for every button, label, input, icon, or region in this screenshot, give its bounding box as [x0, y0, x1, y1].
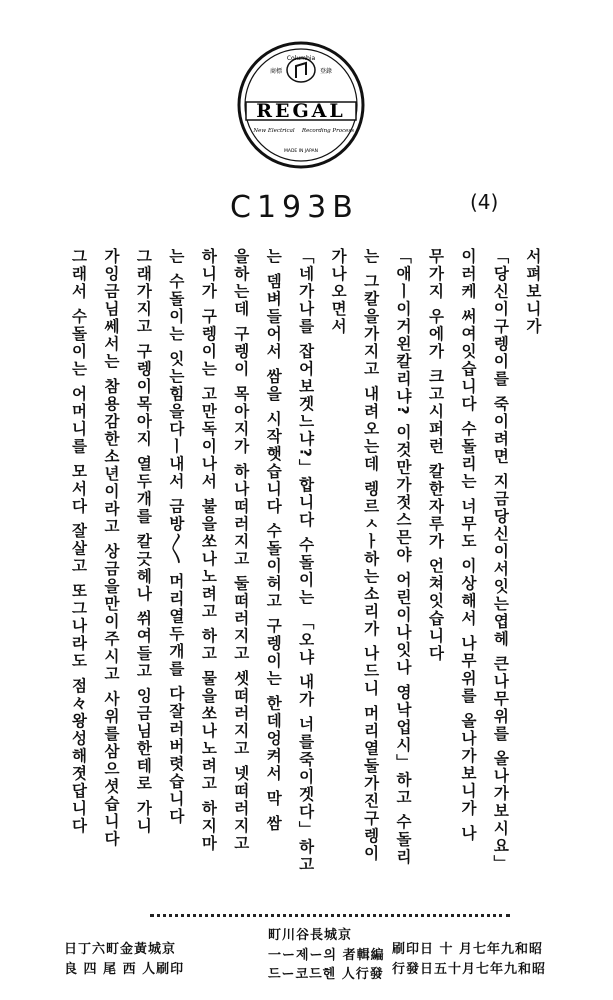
colophon-line: 一ー제ー의 者輯編: [268, 947, 385, 963]
svg-text:登錄: 登錄: [319, 68, 333, 75]
text-column: 「당신이구렝이를 죽이려면 지금당신이서잇는엽헤 큰나무위를 올나가보시요」: [491, 248, 510, 873]
svg-text:New Electrical: New Electrical: [253, 128, 295, 134]
colophon-printer: [64, 940, 184, 979]
colophon-line: 良 四 尾 西 人刷印: [64, 961, 185, 977]
text-column: 가잉금님쎄서는 참용감한소년이라고 상금을만이주시고 사위를삼으셧습니다: [101, 248, 120, 848]
svg-text:商標: 商標: [269, 68, 283, 75]
colophon-line: 行發日五十月七年九和昭: [392, 961, 547, 977]
svg-text:Columbia: Columbia: [286, 55, 316, 62]
colophon-line: 町川谷長城京: [268, 928, 353, 943]
text-column: 그래가지고 구렝이목아지 열두개를 칼긋헤나 쒸여들고 잉금님한테로 가니: [134, 248, 153, 835]
catalog-number: C193B: [230, 190, 359, 225]
text-column: 을하는데 구렝이 목아지가 하나떠러지고 둘떠러지고 셋떠러지고 넷떠러지고: [231, 248, 250, 853]
colophon-line: 日丁六町金黃城京: [64, 942, 177, 957]
text-column: 「네가나를 잡어보겟느냐?」합니다 수돌이는 「오냐 내가 너를죽이겟다」하고: [296, 248, 315, 874]
text-column: 서펴보니가: [523, 248, 542, 336]
musical-note-icon: [296, 63, 306, 78]
colophon-publisher: [268, 926, 385, 985]
colophon-line: 刷印日 十 月七年九和昭: [392, 942, 544, 957]
svg-text:REGAL: REGAL: [256, 100, 346, 122]
text-column: 이러케 써여잇습니다 수돌리는 너무도 이상해서 나무위를 올나가보니가 나: [458, 248, 477, 843]
text-column: 무가지 우에가 크고시퍼런 칼한자루가 언쳐잇습니다: [426, 248, 445, 663]
text-column: 그래서 수돌이는 어머니를 모서다 잘살고 또그나라도 점々왕성해졋답니다: [69, 248, 88, 835]
regal-logo-seal: [236, 40, 366, 170]
svg-text:Recording Process: Recording Process: [301, 128, 355, 134]
dotted-divider: [150, 914, 510, 917]
text-column: 가나오면서: [329, 248, 348, 336]
text-column: 「애ㅣ이거왼칼리냐? 이것만가젓스믄야 어린이나잇나 영낙업시」하고 수돌리: [394, 248, 413, 867]
svg-text:MADE IN JAPAN: MADE IN JAPAN: [283, 149, 319, 154]
side-number: (4): [470, 190, 499, 214]
colophon-dates: [392, 940, 546, 979]
text-column: 하니가 구렝이는 고만독이나서 불을쏘나노려고 하고 물을쏘나노려고 하지마: [199, 248, 218, 853]
text-column: 는 그칼을가지고 내려오는데 렝르ㅅㅏ하는소리가 나드니 머리열둘가진구렝이: [361, 248, 380, 863]
text-column: 는 수돌이는 잇는힘을다ㅣ내서 금방〳〵 머리열두개를 다잘러버렷습니다: [166, 248, 185, 826]
colophon-line: 드ー코드헨 人行發: [268, 967, 384, 982]
lyrics-text-block: [70, 248, 540, 898]
text-column: 는 뎀벼들어서 쌈을 시작햇습니다 수돌이허고 구렝이는 한데엉켜서 막 쌈: [264, 248, 283, 833]
